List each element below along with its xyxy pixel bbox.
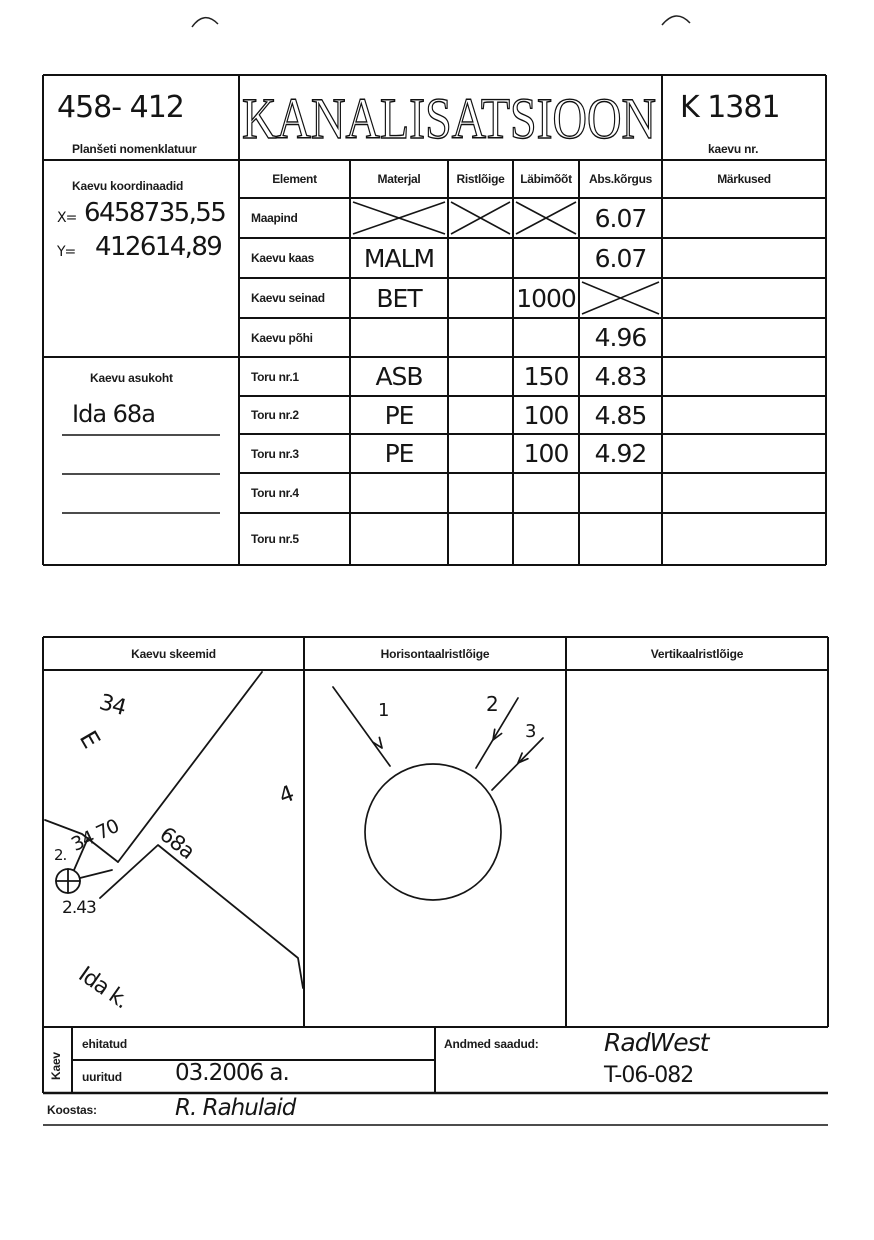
compiled-by-label: Koostas:	[47, 1103, 97, 1117]
location-label: Kaevu asukoht	[90, 371, 173, 385]
pipe-1-arrow-icon	[373, 738, 382, 749]
well-number-label: kaevu nr.	[708, 142, 759, 156]
sheet-number-label: Planšeti nomenklatuur	[72, 142, 197, 156]
built-label: ehitatud	[82, 1037, 128, 1051]
pipe-2-label: 2	[486, 692, 498, 716]
element-label-text: Toru nr.4	[251, 486, 299, 500]
compiled-by-signature: R. Rahulaid	[175, 1095, 296, 1121]
well-number: K 1381	[680, 90, 780, 125]
x-coordinate: 6458735,55	[84, 198, 226, 228]
material-cell-text: BET	[376, 283, 422, 313]
notes-header-text: Märkused	[717, 172, 771, 186]
lot-68a-label: 68a	[155, 822, 199, 864]
elevation-cell-text: 4.92	[594, 439, 647, 468]
distance-label: 2.43	[62, 898, 96, 918]
sheet-number: 458- 412	[57, 90, 184, 125]
material-cell-text: ASB	[375, 362, 423, 391]
elevation-cell-text: 4.83	[594, 362, 647, 391]
schema-header: Kaevu skeemid	[131, 647, 216, 661]
elevation-cell-text: 4.96	[594, 323, 647, 352]
pipe-1-line	[333, 687, 390, 766]
element-label-text: Kaevu kaas	[251, 251, 315, 265]
cross-section-header-text: Ristlõige	[456, 172, 505, 186]
element-header-text: Element	[272, 172, 317, 186]
well-side-label: Kaev	[49, 1052, 63, 1080]
material-cell-text: MALM	[363, 243, 435, 273]
elevation-cell-text: 6.07	[594, 203, 647, 233]
symbol-e-label: E	[73, 726, 106, 753]
y-coordinate: 412614,89	[95, 232, 222, 262]
element-label-text: Toru nr.2	[251, 408, 299, 422]
elevation-header-text: Abs.kõrgus	[588, 172, 652, 186]
material-cell-text: PE	[384, 439, 414, 468]
diameter-cell-text: 1000	[516, 283, 576, 313]
element-label-text: Toru nr.1	[251, 369, 299, 384]
element-label-text: Kaevu põhi	[251, 330, 313, 345]
location-value: Ida 68a	[72, 400, 155, 428]
diameter-cell-text: 150	[523, 362, 569, 391]
numbers-34-70-label: 34 70	[68, 815, 123, 856]
x-prefix: X=	[57, 210, 77, 226]
street-label: Ida k.	[73, 962, 133, 1014]
data-source-value: RadWest	[604, 1028, 709, 1057]
diameter-cell-text: 100	[523, 439, 569, 468]
diameter-cell-text: 100	[523, 400, 569, 430]
element-label-text: Toru nr.3	[251, 446, 299, 461]
pipe-3-label: 3	[525, 721, 536, 742]
surveyed-label: uuritud	[82, 1070, 122, 1084]
coordinates-label: Kaevu koordinaadid	[72, 179, 184, 193]
element-label-text: Maapind	[251, 211, 298, 225]
element-label-text: Kaevu seinad	[251, 291, 325, 305]
manhole-2-label: 2.	[54, 846, 67, 864]
element-label-text: Toru nr.5	[251, 532, 299, 546]
building-4-label: 4	[276, 781, 297, 810]
data-source-code: T-06-082	[604, 1063, 694, 1088]
elevation-cell-text: 6.07	[594, 243, 647, 273]
surveyed-date: 03.2006 a.	[175, 1060, 289, 1086]
well-circle	[365, 764, 501, 900]
material-cell-text: PE	[384, 400, 414, 430]
data-source-label: Andmed saadud:	[444, 1037, 539, 1051]
pipe-3-line	[492, 738, 543, 790]
form-title-text: KANALISATSIOON	[242, 86, 656, 148]
diameter-header-text: Läbimõõt	[520, 172, 572, 186]
vertical-section-header: Vertikaalristlõige	[650, 647, 744, 661]
y-prefix: Y=	[57, 244, 76, 260]
horizontal-section-header: Horisontaalristlõige	[380, 647, 490, 661]
elevation-cell-text: 4.85	[594, 400, 647, 430]
pipe-1-label: 1	[378, 700, 389, 721]
building-34-label: 34	[96, 690, 129, 721]
material-header-text: Materjal	[377, 172, 421, 186]
